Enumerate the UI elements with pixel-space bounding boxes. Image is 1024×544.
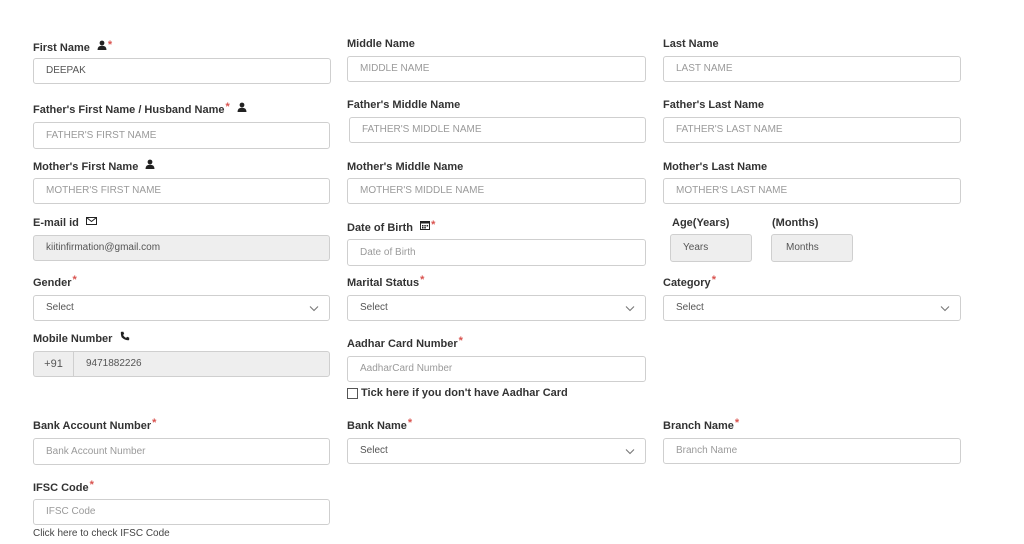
gender-select-value: Select (46, 302, 74, 313)
father-last-name-label: Father's Last Name (663, 99, 765, 111)
middle-name-label: Middle Name (347, 38, 415, 50)
user-icon (237, 102, 247, 116)
chevron-down-icon (625, 305, 635, 312)
father-middle-name-label: Father's Middle Name (347, 99, 461, 111)
age-years-input[interactable]: Years (670, 234, 752, 262)
required-marker: * (72, 274, 77, 286)
first-name-label: First Name * (33, 39, 113, 54)
no-aadhar-checkbox[interactable] (347, 388, 358, 399)
chevron-down-icon (625, 448, 635, 455)
mother-last-name-input[interactable]: MOTHER'S LAST NAME (663, 178, 961, 204)
mother-first-name-label: Mother's First Name (33, 160, 155, 174)
aadhar-input[interactable]: AadharCard Number (347, 356, 646, 382)
required-marker: * (420, 274, 425, 286)
user-icon (97, 40, 107, 54)
marital-status-select-value: Select (360, 302, 388, 313)
gender-select[interactable] (33, 295, 330, 321)
phone-icon (120, 331, 130, 345)
required-marker: * (89, 479, 94, 491)
father-first-name-label: Father's First Name / Husband Name* (33, 103, 247, 117)
marital-status-label: Marital Status* (347, 274, 425, 289)
email-input[interactable]: kiitinfirmation@gmail.com (33, 235, 330, 261)
mother-middle-name-label: Mother's Middle Name (347, 161, 464, 173)
aadhar-label: Aadhar Card Number* (347, 335, 463, 350)
chevron-down-icon (309, 305, 319, 312)
no-aadhar-checkbox-label: Tick here if you don't have Aadhar Card (361, 387, 568, 399)
country-code-prefix: +91 (33, 351, 73, 377)
mobile-number-input[interactable]: 9471882226 (73, 351, 330, 377)
bank-name-select[interactable] (347, 438, 646, 464)
no-aadhar-checkbox-row[interactable] (347, 387, 568, 399)
required-marker: * (225, 101, 230, 113)
mother-first-name-input[interactable]: MOTHER'S FIRST NAME (33, 178, 330, 204)
ifsc-input[interactable]: IFSC Code (33, 499, 330, 525)
required-marker: * (152, 417, 157, 429)
check-ifsc-link[interactable]: Click here to check IFSC Code (33, 528, 170, 539)
bank-account-input[interactable]: Bank Account Number (33, 438, 330, 465)
mother-last-name-label: Mother's Last Name (663, 161, 768, 173)
category-select-value: Select (676, 302, 704, 313)
middle-name-input[interactable]: MIDDLE NAME (347, 56, 646, 82)
age-months-label: (Months) (772, 217, 819, 229)
branch-name-label: Branch Name* (663, 417, 740, 432)
dob-input[interactable]: Date of Birth (347, 239, 646, 266)
chevron-down-icon (940, 305, 950, 312)
bank-name-label: Bank Name* (347, 417, 413, 432)
dob-label: Date of Birth * (347, 219, 436, 234)
father-last-name-input[interactable]: FATHER'S LAST NAME (663, 117, 961, 143)
father-first-name-input[interactable]: FATHER'S FIRST NAME (33, 122, 330, 149)
required-marker: * (107, 39, 113, 51)
user-icon (145, 159, 155, 173)
required-marker: * (734, 417, 740, 429)
required-marker: * (711, 274, 716, 286)
age-years-label: Age(Years) (672, 217, 730, 229)
envelope-icon (86, 215, 97, 229)
ifsc-label: IFSC Code* (33, 479, 94, 494)
last-name-label: Last Name (663, 38, 719, 50)
bank-name-select-value: Select (360, 445, 388, 456)
required-marker: * (431, 219, 436, 231)
mother-middle-name-input[interactable]: MOTHER'S MIDDLE NAME (347, 178, 646, 204)
calendar-icon (420, 220, 430, 234)
required-marker: * (458, 335, 463, 347)
required-marker: * (407, 417, 413, 429)
category-label: Category* (663, 274, 716, 289)
email-label: E-mail id (33, 216, 97, 230)
marital-status-select[interactable] (347, 295, 646, 321)
bank-account-label: Bank Account Number* (33, 417, 157, 432)
father-middle-name-input[interactable]: FATHER'S MIDDLE NAME (349, 117, 646, 143)
last-name-input[interactable]: LAST NAME (663, 56, 961, 82)
first-name-input[interactable]: DEEPAK (33, 58, 331, 84)
mobile-number-label: Mobile Number (33, 332, 130, 346)
age-months-input[interactable]: Months (771, 234, 853, 262)
branch-name-input[interactable]: Branch Name (663, 438, 961, 464)
gender-label: Gender* (33, 274, 77, 289)
category-select[interactable] (663, 295, 961, 321)
